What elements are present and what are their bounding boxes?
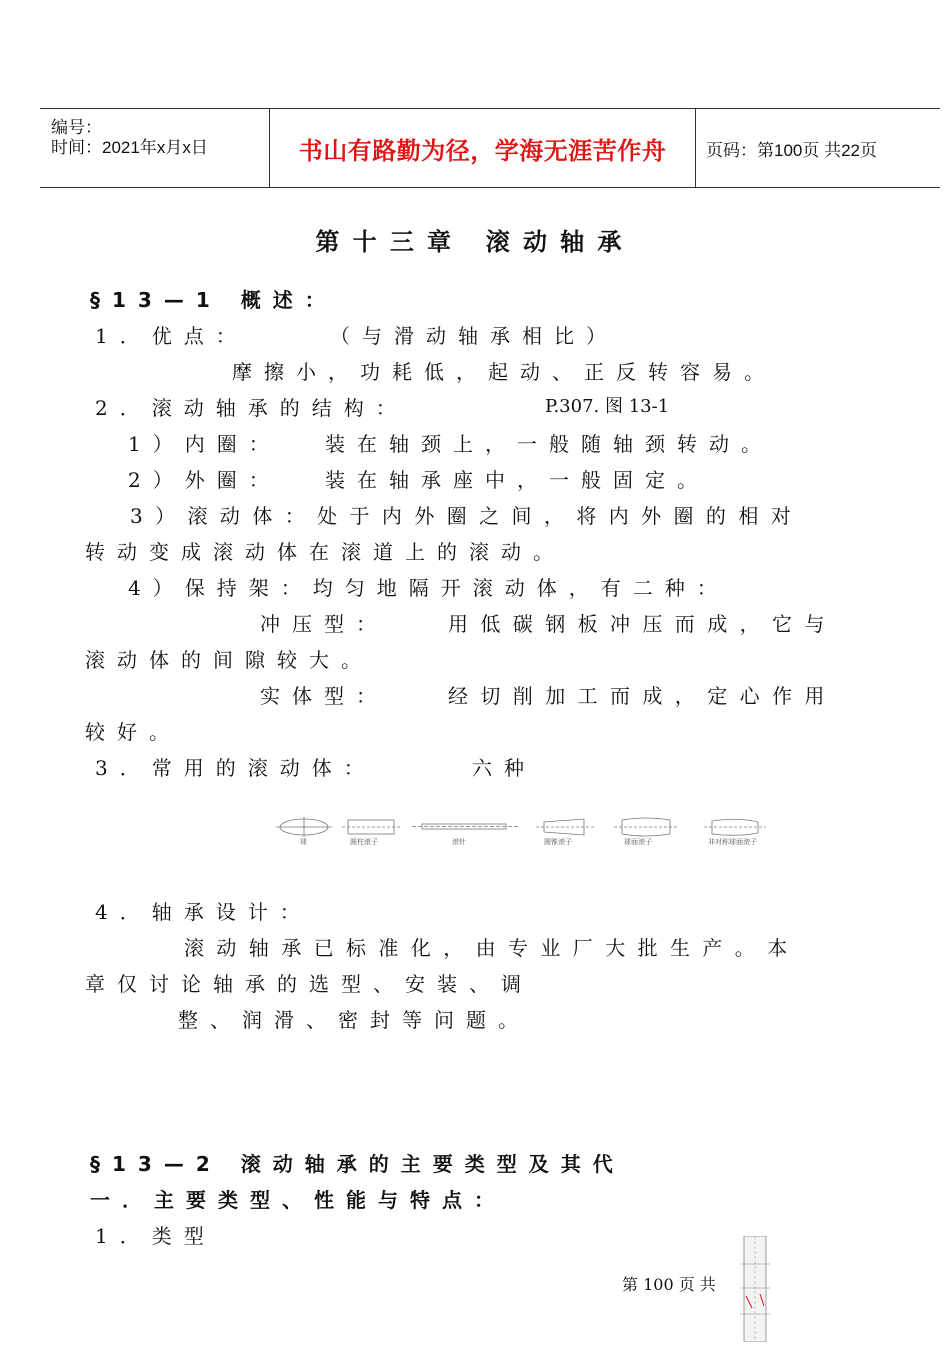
rolling-elements-diagram — [272, 814, 792, 846]
figure-label-asymmetric: 非对称球面滚子 — [708, 838, 757, 846]
structure-2-text: 装在轴承座中，一般固定。 — [325, 468, 709, 492]
cage-type-2-label: 实体型： — [260, 684, 388, 708]
point-1-note: （与滑动轴承相比） — [330, 324, 618, 348]
structure-3-line2: 转动变成滚动体在滚道上的滚动。 — [85, 540, 565, 564]
cage-type-2-text: 经切削加工而成，定心作用 — [448, 684, 837, 708]
structure-3-line1: 3）滚动体：处于内外圈之间，将内外圈的相对 — [130, 504, 804, 528]
cage-type-1-label: 冲压型： — [260, 612, 388, 636]
point-3-label: 3．常用的滚动体： — [95, 756, 376, 780]
section-heading-13-1: §13—1 概述： — [90, 288, 337, 312]
figure-label-tapered: 圆锥滚子 — [544, 838, 572, 846]
section-heading-13-2: §13—2 滚动轴承的主要类型及其代 — [90, 1152, 625, 1176]
header-page-info: 页码：第100页 共22页 — [706, 140, 877, 160]
rolling-elements-figure — [272, 814, 792, 846]
figure-label-ball: 球 — [300, 838, 307, 846]
point-1-text: 摩擦小，功耗低，起动、正反转容易。 — [232, 360, 776, 384]
header-table — [40, 108, 940, 188]
type-item-1: 1．类型 — [95, 1224, 216, 1248]
point-2-label: 2．滚动轴承的结构： — [95, 396, 408, 420]
header-meta-cell — [40, 109, 270, 187]
structure-1-label: 1）内圈： — [128, 432, 281, 456]
point-4-label: 4．轴承设计： — [95, 900, 312, 924]
cage-type-1-line2: 滚动体的间隙较大。 — [85, 648, 373, 672]
structure-1-text: 装在轴颈上，一般随轴颈转动。 — [325, 432, 773, 456]
point-2-reference: P.307. 图 13-1 — [545, 396, 670, 417]
structure-2-label: 2）外圈： — [128, 468, 281, 492]
point-4-line1: 滚动轴承已标准化，由专业厂大批生产。本 — [184, 936, 800, 960]
point-4-line3: 整、润滑、密封等问题。 — [178, 1008, 530, 1032]
document-time-label: 时间：2021年x月x日 — [51, 138, 208, 157]
figure-label-spherical: 球面滚子 — [624, 838, 652, 846]
document-number-label: 编号： — [51, 118, 102, 137]
point-4-line2: 章仅讨论轴承的选型、安装、调 — [85, 972, 533, 996]
point-1-label: 1．优点： — [95, 324, 248, 348]
figure-label-cylindrical: 圆柱滚子 — [350, 838, 378, 846]
cage-type-2-line2: 较好。 — [85, 720, 181, 744]
bearing-cross-section-image — [736, 1236, 776, 1342]
figure-label-needle: 滚针 — [452, 838, 466, 846]
structure-4-text: 4）保持架：均匀地隔开滚动体，有二种： — [128, 576, 729, 600]
header-page-info-cell — [696, 109, 940, 187]
header-motto-cell — [270, 109, 696, 187]
page-footer: 第 100 页 共 — [622, 1275, 716, 1294]
cage-type-1-text: 用低碳钢板冲压而成，它与 — [448, 612, 837, 636]
subsection-heading: 一．主要类型、性能与特点： — [90, 1188, 506, 1212]
header-motto: 书山有路勤为径，学海无涯苦作舟 — [298, 136, 667, 165]
chapter-title: 第十三章 滚动轴承 — [315, 228, 635, 256]
point-3-text: 六种 — [472, 756, 536, 780]
